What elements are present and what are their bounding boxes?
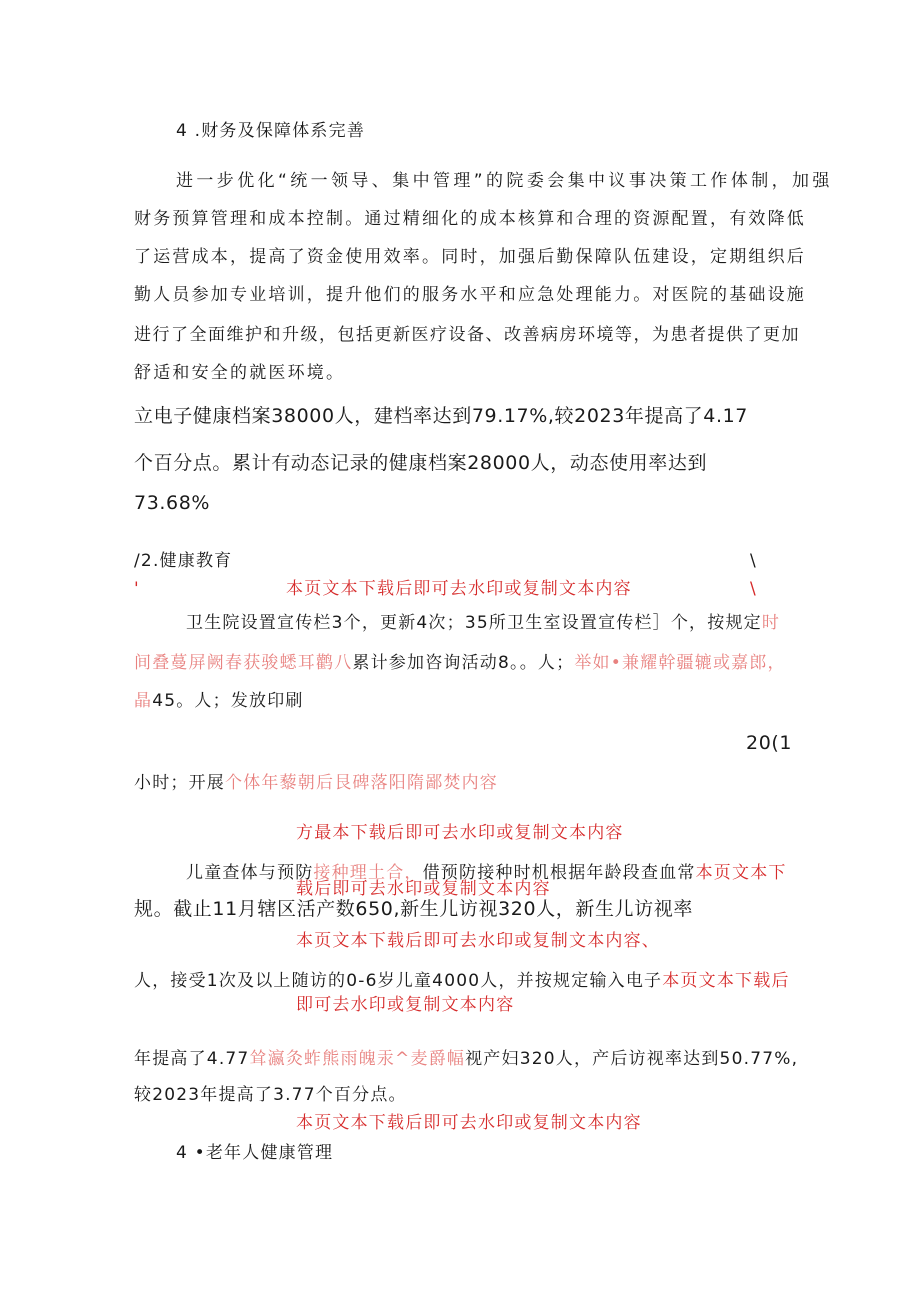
watermark-run: 本页文本下载后 bbox=[662, 971, 790, 991]
section-heading-health-education: /2.健康教育 bbox=[134, 551, 233, 571]
section-heading-elderly: 4 •老年人健康管理 bbox=[176, 1143, 334, 1163]
watermark-text: 本页文本下载后即可去水印或复制文本内容、 bbox=[296, 931, 660, 951]
paragraph-line bbox=[134, 652, 786, 674]
stray-quote: ' bbox=[134, 579, 140, 599]
paragraph-line: 勤人员参加专业培训，提升他们的服务水平和应急处理能力。对医院的基础设施 bbox=[134, 285, 806, 305]
paragraph-line: 进行了全面维护和升级，包括更新医疗设备、改善病房环境等，为患者提供了更加 bbox=[134, 325, 800, 345]
paragraph-line: 了运营成本，提高了资金使用效率。同时，加强后勤保障队伍建设，定期组织后 bbox=[134, 247, 806, 267]
garbled-watermark-run: 间叠蔓屏阙春获骏蟋耳鹳八 bbox=[134, 653, 353, 673]
watermark-text: 方最本下载后即可去水印或复制文本内容 bbox=[296, 823, 624, 843]
text-run: 小时；开展 bbox=[134, 773, 225, 793]
text-run: 视产妇320人，产后访视率达到50.77%, bbox=[465, 1049, 799, 1069]
watermark-overlay: 载后即可去水印或复制文本内容 bbox=[296, 879, 551, 899]
garbled-watermark-run: 举如•兼耀幹疆辘或嘉郎， bbox=[574, 653, 786, 673]
paragraph-line bbox=[134, 772, 498, 794]
paragraph-line: 舒适和安全的就医环境。 bbox=[134, 363, 346, 383]
watermark-text: 本页文本下载后即可去水印或复制文本内容 bbox=[286, 579, 632, 599]
text-run: 累计参加咨询活动8。。人； bbox=[352, 653, 575, 673]
archive-line-1: 立电子健康档案38000人，建档率达到79.17%,较2023年提高了4.17 bbox=[134, 405, 748, 427]
paragraph-line: 财务预算管理和成本控制。通过精细化的成本核算和合理的资源配置，有效降低 bbox=[134, 209, 806, 229]
text-run: 年提高了4.77 bbox=[134, 1049, 250, 1069]
text-run: 人，接受1次及以上随访的0-6岁儿童4000人，并按规定输入电子 bbox=[134, 971, 663, 991]
garbled-watermark-run: 接种理土合， bbox=[313, 863, 423, 883]
text-run: 儿童查体与预防 bbox=[186, 863, 314, 883]
archive-line-3: 73.68% bbox=[134, 492, 211, 514]
text-run: 卫生院设置宣传栏3个，更新4次；35所卫生室设置宣传栏］个，按规定 bbox=[186, 613, 762, 633]
garbled-watermark-run: 时 bbox=[761, 613, 781, 633]
paragraph-line bbox=[134, 970, 790, 992]
watermark-text: 本页文本下载后即可去水印或复制文本内容 bbox=[296, 1113, 642, 1133]
garbled-watermark-run: 个体年藜朝后艮碑落阳隋鄙焚内容 bbox=[225, 773, 498, 793]
right-number: 20(1 bbox=[746, 732, 793, 754]
stray-backslash: \ bbox=[750, 551, 757, 571]
paragraph-line: 较2023年提高了3.77个百分点。 bbox=[134, 1085, 407, 1105]
stray-backslash: \ bbox=[750, 579, 757, 599]
watermark-run: 本页文本下 bbox=[695, 863, 787, 883]
paragraph-line bbox=[134, 690, 304, 712]
garbled-watermark-run: 晶 bbox=[134, 691, 153, 711]
paragraph-line: 进一步优化“统一领导、集中管理”的院委会集中议事决策工作体制，加强 bbox=[176, 171, 833, 191]
archive-line-2: 个百分点。累计有动态记录的健康档案28000人，动态使用率达到 bbox=[134, 452, 708, 474]
paragraph-line: 规。截止11月辖区活产数650,新生儿访视320人，新生儿访视率 bbox=[134, 898, 693, 920]
text-run: 45。人；发放印刷 bbox=[152, 691, 304, 711]
watermark-text: 即可去水印或复制文本内容 bbox=[296, 995, 515, 1015]
paragraph-line bbox=[134, 1048, 798, 1070]
paragraph-line bbox=[186, 612, 780, 634]
text-run: 借预防接种时机根据年龄段查血常 bbox=[422, 863, 696, 883]
section-heading-finance: 4 .财务及保障体系完善 bbox=[176, 121, 366, 141]
garbled-watermark-run: 耸瀛灸蚱熊雨魄汞^麦爵幅 bbox=[249, 1049, 466, 1069]
